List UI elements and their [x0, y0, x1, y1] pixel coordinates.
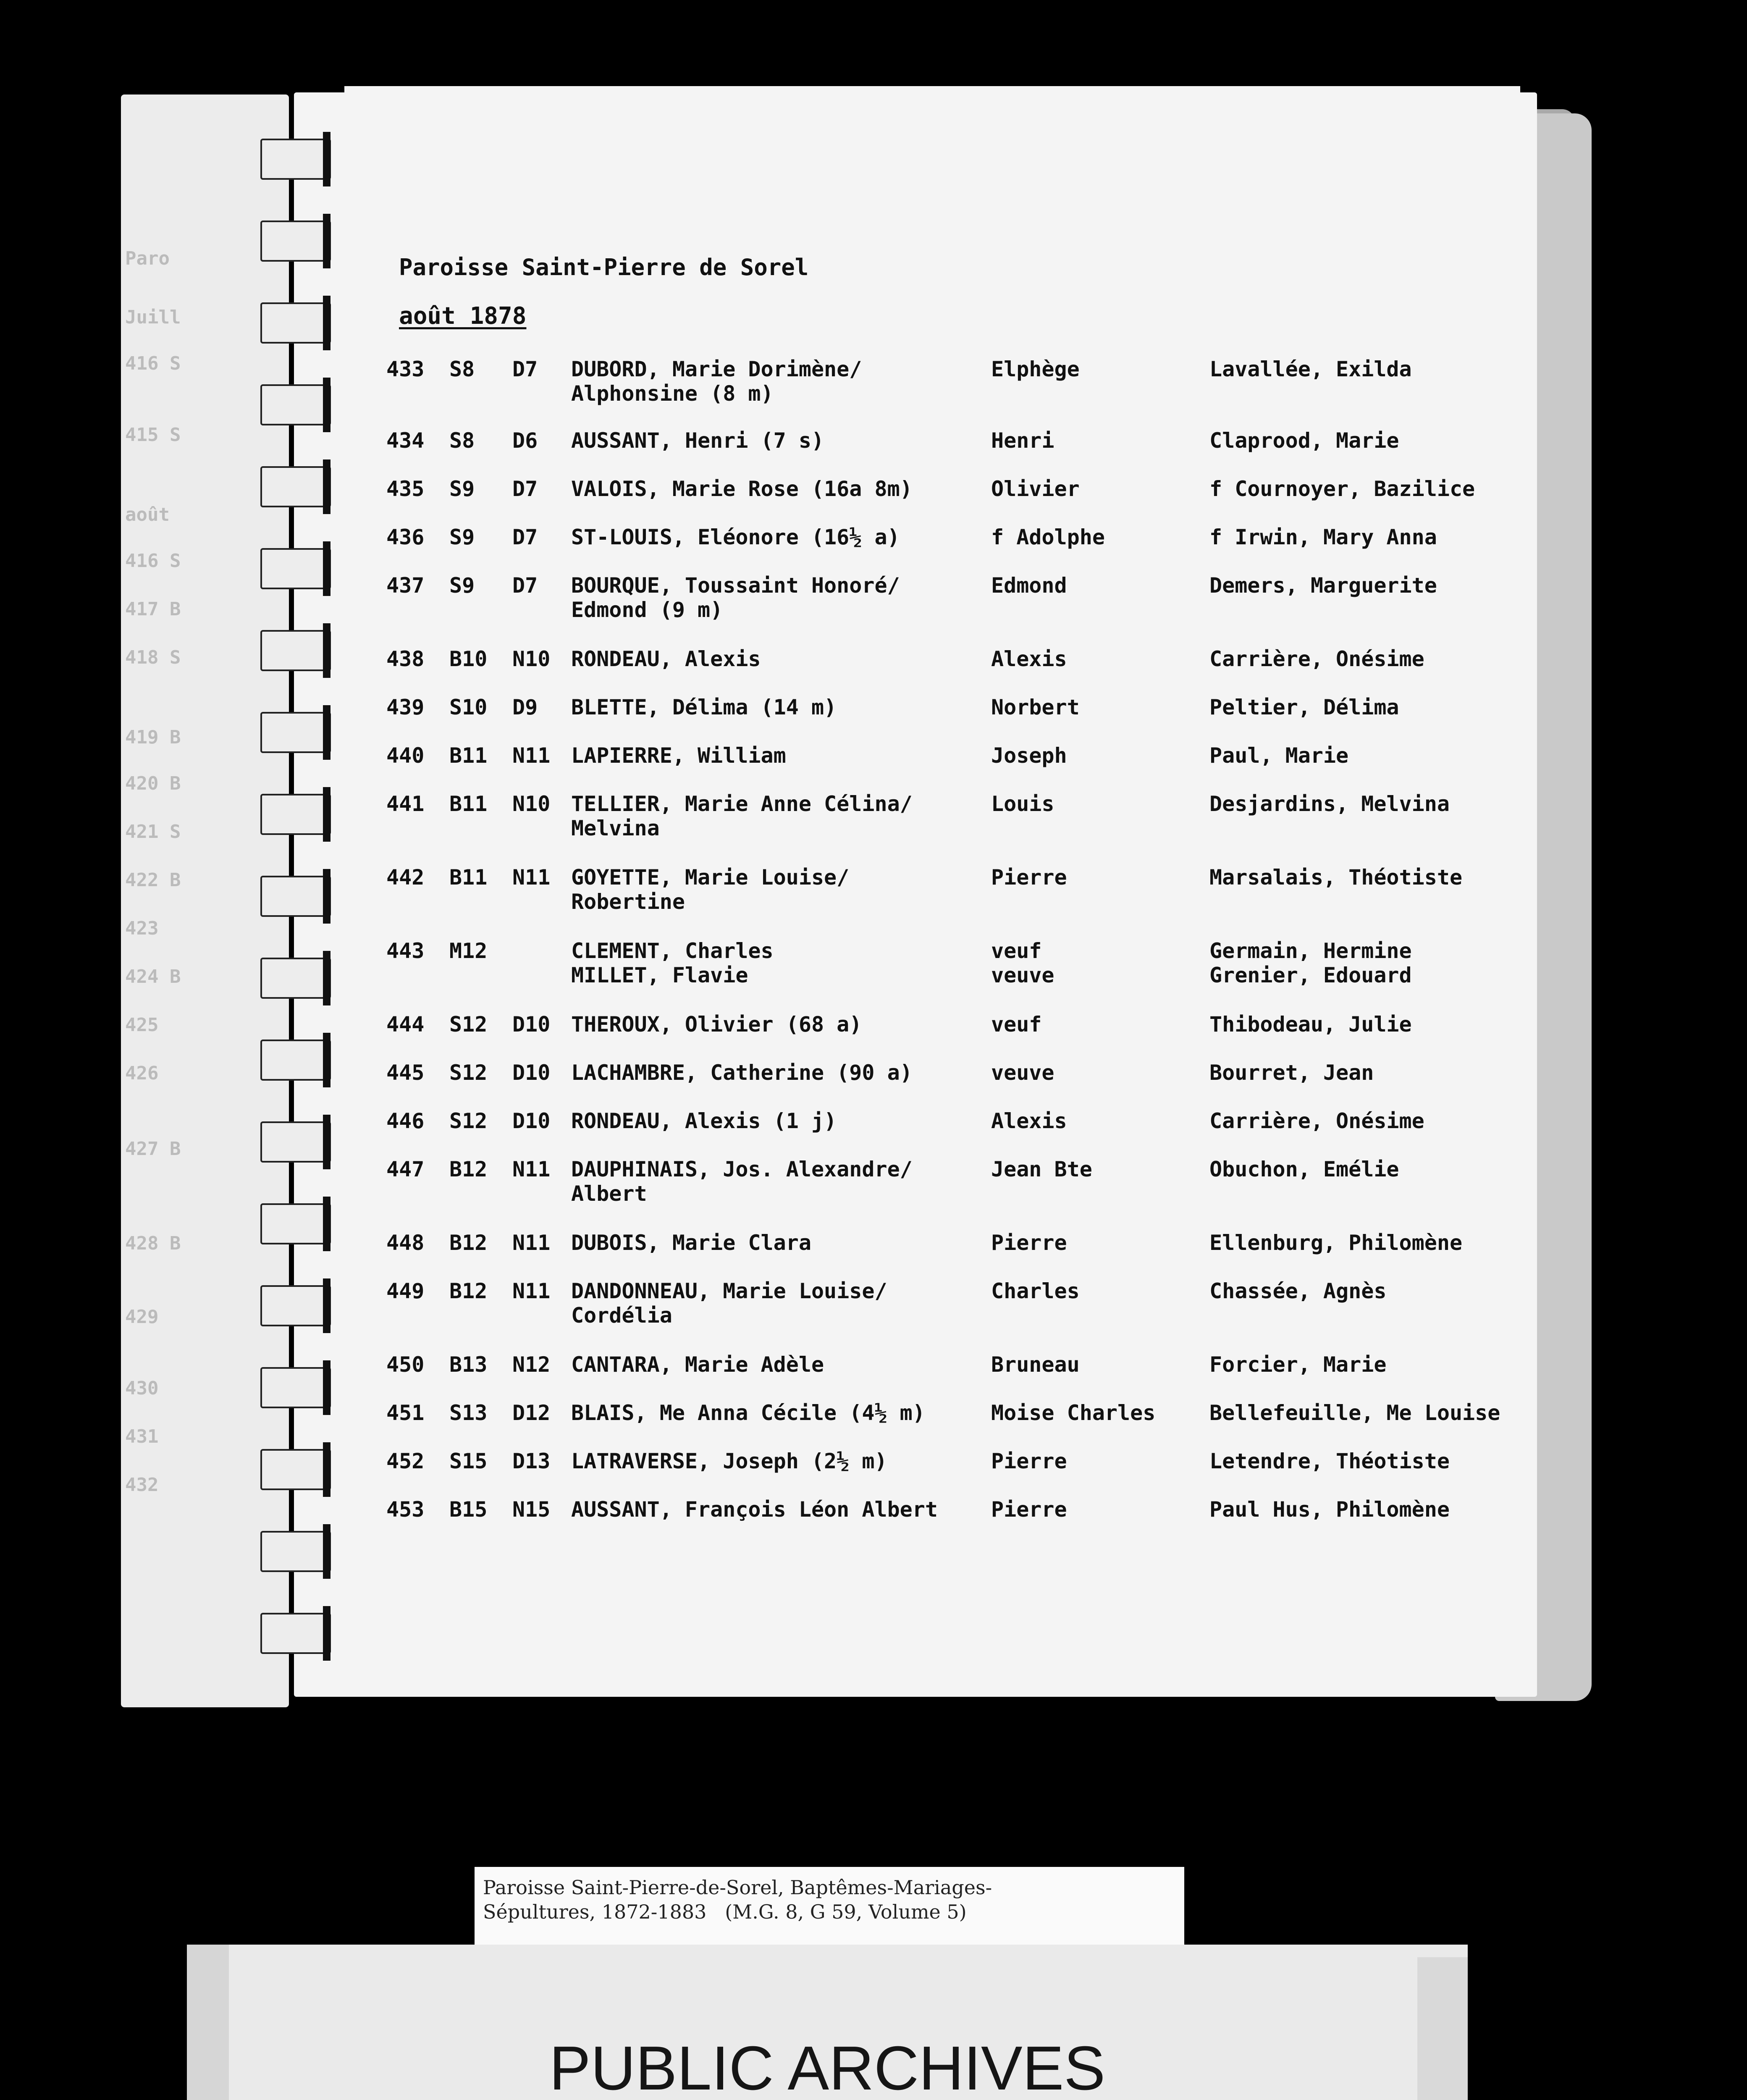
- facing-page-fragment: 417 B: [125, 598, 181, 620]
- entry-number: 442: [386, 865, 425, 890]
- facing-page-fragment: 416 S: [125, 353, 181, 374]
- facing-page-fragment: 429: [125, 1306, 159, 1328]
- facing-page-fragment: 431: [125, 1426, 159, 1447]
- person-name: TELLIER, Marie Anne Célina/: [571, 792, 913, 816]
- register-code: B15: [449, 1497, 488, 1522]
- date-code: D10: [512, 1012, 551, 1037]
- entry-number: 448: [386, 1231, 425, 1255]
- person-name-continued: Alphonsine (8 m): [571, 381, 774, 406]
- mother-name: Thibodeau, Julie: [1209, 1012, 1412, 1037]
- person-name: RONDEAU, Alexis (1 j): [571, 1109, 837, 1133]
- mother-name: Obuchon, Emélie: [1209, 1157, 1399, 1181]
- mother-name: Germain, Hermine: [1209, 939, 1412, 963]
- father-name: Elphège: [991, 357, 1080, 381]
- entry-number: 446: [386, 1109, 425, 1133]
- citation-label: [475, 1867, 1184, 1949]
- date-code: D7: [512, 357, 538, 381]
- page-title: Paroisse Saint-Pierre de Sorel: [399, 254, 809, 281]
- facing-page-fragment: 419 B: [125, 727, 181, 748]
- date-code: D6: [512, 428, 538, 453]
- archives-banner: [187, 1945, 1468, 2100]
- entry-number: 444: [386, 1012, 425, 1037]
- person-name: THEROUX, Olivier (68 a): [571, 1012, 862, 1037]
- facing-page-fragment: 421 S: [125, 821, 181, 843]
- facing-page-fragment: 428 B: [125, 1233, 181, 1254]
- binding-coil: [260, 384, 331, 425]
- binding-coil: [260, 630, 331, 671]
- date-code: D9: [512, 695, 538, 719]
- mother-name: Marsalais, Théotiste: [1209, 865, 1463, 890]
- entry-number: 436: [386, 525, 425, 549]
- entry-number: 440: [386, 743, 425, 768]
- mother-name-continued: Grenier, Edouard: [1209, 963, 1412, 987]
- date-code: N11: [512, 1231, 551, 1255]
- date-code: D13: [512, 1449, 551, 1473]
- father-name: Pierre: [991, 1231, 1067, 1255]
- mother-name: Desjardins, Melvina: [1209, 792, 1450, 816]
- father-name: Olivier: [991, 477, 1080, 501]
- binding-coil: [260, 220, 331, 262]
- person-name: BLAIS, Me Anna Cécile (4½ m): [571, 1401, 925, 1425]
- citation-line-2: Sépultures, 1872-1883 (M.G. 8, G 59, Volume 5): [483, 1900, 967, 1923]
- facing-page-fragment: Juill: [125, 307, 181, 328]
- entry-number: 439: [386, 695, 425, 719]
- facing-page-fragment: 425: [125, 1014, 159, 1036]
- register-code: S9: [449, 477, 475, 501]
- father-name-continued: veuve: [991, 963, 1054, 987]
- person-name: BLETTE, Délima (14 m): [571, 695, 837, 719]
- register-code: B10: [449, 647, 488, 671]
- register-code: B11: [449, 792, 488, 816]
- mother-name: Demers, Marguerite: [1209, 573, 1437, 598]
- entry-number: 452: [386, 1449, 425, 1473]
- person-name: ST-LOUIS, Eléonore (16½ a): [571, 525, 900, 549]
- father-name: veuf: [991, 939, 1042, 963]
- facing-page-fragment: 430: [125, 1378, 159, 1399]
- person-name: AUSSANT, Henri (7 s): [571, 428, 824, 453]
- date-code: D7: [512, 573, 538, 598]
- register-code: S10: [449, 695, 488, 719]
- register-code: S8: [449, 428, 475, 453]
- binding-coil: [260, 302, 331, 344]
- person-name: LAPIERRE, William: [571, 743, 786, 768]
- register-code: B11: [449, 865, 488, 890]
- entry-number: 451: [386, 1401, 425, 1425]
- date-code: D10: [512, 1060, 551, 1085]
- month-heading: août 1878: [399, 302, 527, 330]
- entry-number: 443: [386, 939, 425, 963]
- mother-name: Bourret, Jean: [1209, 1060, 1374, 1085]
- person-name: GOYETTE, Marie Louise/: [571, 865, 850, 890]
- binding-coil: [260, 1449, 331, 1490]
- date-code: N11: [512, 1157, 551, 1181]
- binding-coil: [260, 1613, 331, 1654]
- register-code: B13: [449, 1352, 488, 1377]
- person-name: AUSSANT, François Léon Albert: [571, 1497, 938, 1522]
- entry-number: 450: [386, 1352, 425, 1377]
- mother-name: Letendre, Théotiste: [1209, 1449, 1450, 1473]
- binding-coil: [260, 958, 331, 999]
- entry-number: 453: [386, 1497, 425, 1522]
- entry-number: 433: [386, 357, 425, 381]
- register-code: S12: [449, 1060, 488, 1085]
- facing-page-fragment: 420 B: [125, 773, 181, 794]
- father-name: Alexis: [991, 647, 1067, 671]
- date-code: D10: [512, 1109, 551, 1133]
- father-name: Pierre: [991, 865, 1067, 890]
- register-code: S15: [449, 1449, 488, 1473]
- binding-coil: [260, 466, 331, 507]
- register-code: B12: [449, 1157, 488, 1181]
- binding-coil: [260, 876, 331, 917]
- person-name-continued: Melvina: [571, 816, 660, 840]
- mother-name: Chassée, Agnès: [1209, 1279, 1387, 1303]
- binding-coil: [260, 794, 331, 835]
- person-name-continued: Albert: [571, 1181, 647, 1206]
- father-name: Louis: [991, 792, 1054, 816]
- date-code: D7: [512, 525, 538, 549]
- facing-page-fragment: 418 S: [125, 647, 181, 668]
- father-name: veuf: [991, 1012, 1042, 1037]
- father-name: Jean Bte: [991, 1157, 1092, 1181]
- person-name: LACHAMBRE, Catherine (90 a): [571, 1060, 913, 1085]
- facing-page-fragment: 426: [125, 1063, 159, 1084]
- mother-name: f Irwin, Mary Anna: [1209, 525, 1437, 549]
- person-name: RONDEAU, Alexis: [571, 647, 761, 671]
- binding-coil: [260, 1531, 331, 1572]
- person-name: CLEMENT, Charles: [571, 939, 774, 963]
- citation-line-1: Paroisse Saint-Pierre-de-Sorel, Baptêmes-Mariages-: [483, 1876, 992, 1899]
- mother-name: Lavallée, Exilda: [1209, 357, 1412, 381]
- entry-number: 434: [386, 428, 425, 453]
- entry-number: 441: [386, 792, 425, 816]
- register-code: S9: [449, 525, 475, 549]
- register-code: S9: [449, 573, 475, 598]
- binding-coil: [260, 1367, 331, 1408]
- person-name-continued: Cordélia: [571, 1303, 672, 1328]
- binding-coil: [260, 1040, 331, 1081]
- register-code: B11: [449, 743, 488, 768]
- register-code: S12: [449, 1109, 488, 1133]
- date-code: N12: [512, 1352, 551, 1377]
- father-name: Alexis: [991, 1109, 1067, 1133]
- father-name: veuve: [991, 1060, 1054, 1085]
- facing-page-fragment: 424 B: [125, 966, 181, 987]
- father-name: f Adolphe: [991, 525, 1105, 549]
- entry-number: 435: [386, 477, 425, 501]
- entry-number: 447: [386, 1157, 425, 1181]
- spiral-binding: [235, 139, 344, 1672]
- facing-page-fragment: 416 S: [125, 550, 181, 572]
- father-name: Charles: [991, 1279, 1080, 1303]
- binding-coil: [260, 1121, 331, 1163]
- father-name: Joseph: [991, 743, 1067, 768]
- banner-line-public-archives: PUBLIC ARCHIVES: [549, 2034, 1106, 2100]
- date-code: N10: [512, 792, 551, 816]
- entry-number: 437: [386, 573, 425, 598]
- entry-number: 438: [386, 647, 425, 671]
- mother-name: Carrière, Onésime: [1209, 1109, 1424, 1133]
- binding-coil: [260, 139, 331, 180]
- register-code: B12: [449, 1231, 488, 1255]
- binding-coil: [260, 712, 331, 753]
- binding-coil: [260, 548, 331, 589]
- mother-name: Ellenburg, Philomène: [1209, 1231, 1463, 1255]
- date-code: N11: [512, 743, 551, 768]
- mother-name: Bellefeuille, Me Louise: [1209, 1401, 1500, 1425]
- facing-page-fragment: 423: [125, 918, 159, 939]
- mother-name: Claprood, Marie: [1209, 428, 1399, 453]
- person-name: DUBORD, Marie Dorimène/: [571, 357, 862, 381]
- person-name-continued: MILLET, Flavie: [571, 963, 748, 987]
- person-name-continued: Edmond (9 m): [571, 598, 723, 622]
- register-code: B12: [449, 1279, 488, 1303]
- mother-name: Paul, Marie: [1209, 743, 1349, 768]
- person-name: LATRAVERSE, Joseph (2½ m): [571, 1449, 887, 1473]
- mother-name: Forcier, Marie: [1209, 1352, 1387, 1377]
- date-code: D12: [512, 1401, 551, 1425]
- date-code: N11: [512, 865, 551, 890]
- person-name-continued: Robertine: [571, 890, 685, 914]
- person-name: BOURQUE, Toussaint Honoré/: [571, 573, 900, 598]
- father-name: Moise Charles: [991, 1401, 1156, 1425]
- facing-page-fragment: Paro: [125, 248, 170, 269]
- page-top-edge: [344, 86, 1520, 111]
- father-name: Norbert: [991, 695, 1080, 719]
- register-code: M12: [449, 939, 488, 963]
- facing-page-fragment: 422 B: [125, 869, 181, 891]
- register-code: S13: [449, 1401, 488, 1425]
- mother-name: Paul Hus, Philomène: [1209, 1497, 1450, 1522]
- entry-number: 445: [386, 1060, 425, 1085]
- person-name: DANDONNEAU, Marie Louise/: [571, 1279, 887, 1303]
- date-code: N15: [512, 1497, 551, 1522]
- father-name: Pierre: [991, 1497, 1067, 1522]
- register-code: S12: [449, 1012, 488, 1037]
- father-name: Henri: [991, 428, 1054, 453]
- father-name: Bruneau: [991, 1352, 1080, 1377]
- person-name: DAUPHINAIS, Jos. Alexandre/: [571, 1157, 913, 1181]
- date-code: N11: [512, 1279, 551, 1303]
- facing-page-fragment: 427 B: [125, 1138, 181, 1160]
- mother-name: f Cournoyer, Bazilice: [1209, 477, 1475, 501]
- binding-coil: [260, 1285, 331, 1326]
- facing-page-fragment: 415 S: [125, 424, 181, 446]
- person-name: VALOIS, Marie Rose (16a 8m): [571, 477, 913, 501]
- register-code: S8: [449, 357, 475, 381]
- facing-page-fragment: 432: [125, 1474, 159, 1496]
- entry-number: 449: [386, 1279, 425, 1303]
- mother-name: Peltier, Délima: [1209, 695, 1399, 719]
- binding-coil: [260, 1203, 331, 1244]
- person-name: CANTARA, Marie Adèle: [571, 1352, 824, 1377]
- date-code: D7: [512, 477, 538, 501]
- mother-name: Carrière, Onésime: [1209, 647, 1424, 671]
- father-name: Edmond: [991, 573, 1067, 598]
- date-code: N10: [512, 647, 551, 671]
- person-name: DUBOIS, Marie Clara: [571, 1231, 811, 1255]
- father-name: Pierre: [991, 1449, 1067, 1473]
- facing-page-fragment: août: [125, 504, 170, 525]
